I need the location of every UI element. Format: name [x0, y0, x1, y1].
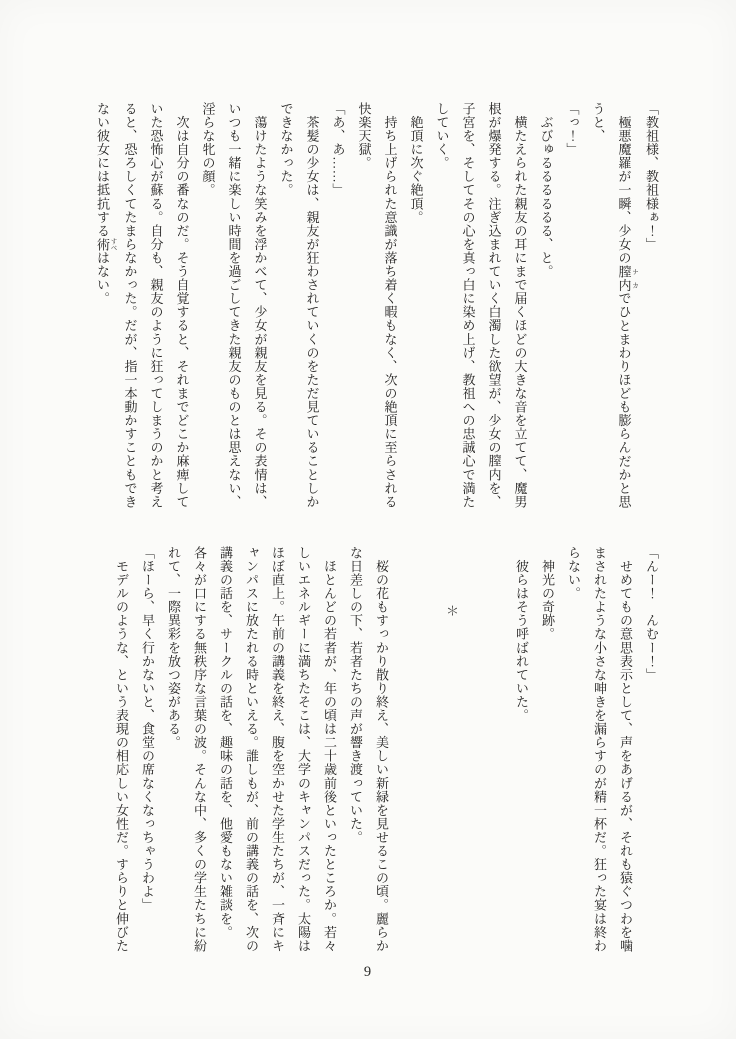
- text-column: ると、恐ろしくてたまらなかった。だが、指一本動かすこともでき: [122, 102, 138, 509]
- text-column: ない彼女には抵抗する術 すべはない。: [95, 102, 117, 306]
- text-column: 持ち上げられた意識が落ち着く暇もなく、次の絶頂に至らされる: [382, 102, 398, 509]
- text-column: ほぼ直上。午前の講義を終え、腹を空かせた学生たちが、一斉にキ: [270, 546, 285, 953]
- text-column: 茶髪の少女は、親友が狂わされていくのをただ見ていることしか: [304, 102, 320, 509]
- text-column: 「っ！」: [564, 102, 580, 157]
- bottom-text-block: [108, 546, 664, 962]
- text-column: らない。: [566, 546, 581, 601]
- text-column: 蕩けたような笑みを浮かべて、少女が親友を見る。その表情は、: [252, 102, 268, 509]
- text-column: な日差しの下、若者たちの声が響き渡っていた。: [348, 546, 363, 845]
- text-column: 次は自分の番なのだ。そう自覚すると、それまでどこか麻痺して: [174, 102, 190, 509]
- text-column: 彼らはそう呼ばれていた。: [514, 546, 529, 723]
- text-column: いつも一緒に楽しい時間を過ごしてきた親友のものとは思えない、: [226, 102, 242, 509]
- text-column: 極悪魔羅が一瞬、少女の膣内 ナカでひとまわりほども膨らんだかと思: [616, 102, 638, 509]
- text-column: 桜の花もすっかり散り終え、美しい新緑を見せるこの頃。麗らか: [374, 546, 389, 953]
- text-column: うと、: [590, 102, 606, 143]
- text-column: 「んー！ んむー！」: [644, 546, 659, 682]
- text-column: 「教祖様、教祖様ぁ！」: [644, 102, 659, 252]
- text-column: モデルのような、という表現の相応しい女性だ。すらりと伸びた: [114, 546, 129, 953]
- text-column: 根が爆発する。注ぎ込まれていく白濁した欲望が、少女の膣内を、: [486, 102, 502, 509]
- text-column: いた恐怖心が蘇る。自分も、親友のように狂ってしまうのかと考え: [148, 102, 164, 509]
- text-column: 神光の奇跡。: [540, 546, 555, 641]
- text-column: できなかった。: [278, 102, 294, 197]
- text-column: せめてもの意思表示として、声をあげるが、それも猿ぐつわを噛: [618, 546, 633, 953]
- text-column: 「ほーら、早く行かないと、食堂の席なくなっちゃうわよ」: [140, 546, 155, 912]
- text-column: 各々が口にする無秩序な言葉の波。そんな中、多くの学生たちに紛: [192, 546, 207, 953]
- text-column: 講義の話を、サークルの話を、趣味の話を、他愛もない雑談を。: [218, 546, 233, 939]
- text-column: れて、一際異彩を放つ姿がある。: [166, 546, 181, 750]
- text-column: 淫らな牝の顔。: [200, 102, 216, 197]
- text-column: しいエネルギーに満ちたそこは、大学のキャンパスだった。太陽は: [296, 546, 311, 953]
- scene-break-asterisk: ＊: [444, 604, 459, 618]
- text-column: 快楽天獄。: [356, 102, 372, 170]
- text-column: 横たえられた親友の耳にまで届くほどの大きな音を立てて、魔男: [512, 102, 528, 509]
- text-column: ャンパスに放たれる時といえる。誰しもが、前の講義の話を、次の: [244, 546, 259, 953]
- text-column: ぶびゅるるるるるる、と。: [538, 102, 554, 279]
- page-number: 9: [363, 964, 373, 980]
- text-column: ほとんどの若者が、年の頃は二十歳前後といったところか。若々: [322, 546, 337, 953]
- text-column: していく。: [434, 102, 450, 170]
- text-column: 子宮を、そしてその心を真っ白に染め上げ、教祖への忠誠心で満た: [460, 102, 476, 509]
- text-column: 「あ、あ……」: [330, 102, 346, 197]
- top-text-block: [89, 102, 664, 509]
- text-column: まされたような小さな呻きを漏らすのが精一杯だ。狂った宴は終わ: [592, 546, 607, 953]
- text-column: 絶頂に次ぐ絶頂。: [408, 102, 424, 224]
